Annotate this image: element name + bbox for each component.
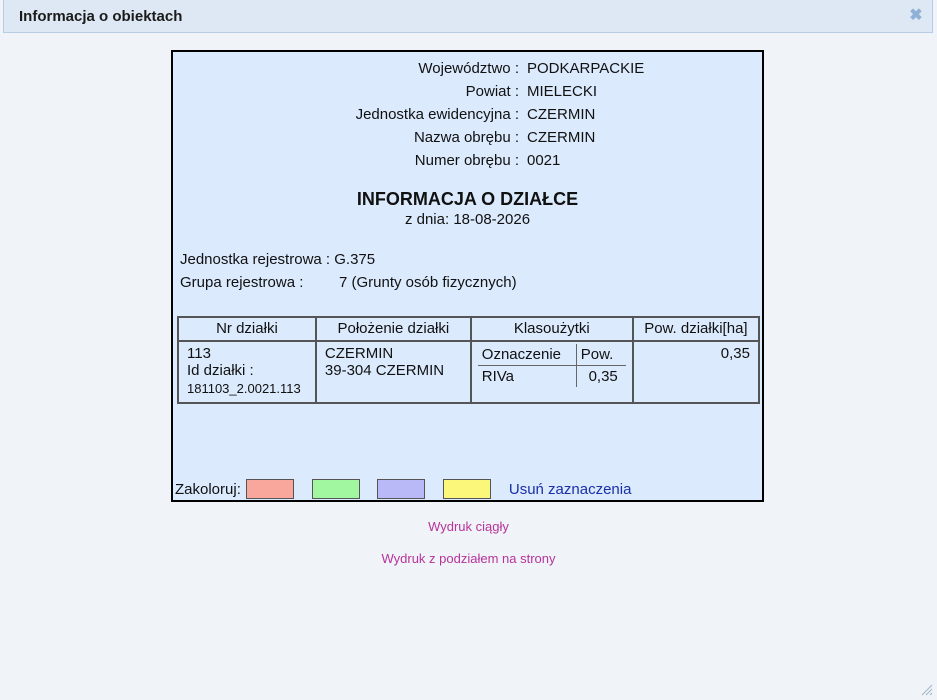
dialog-titlebar <box>3 0 933 33</box>
land-classes-header <box>478 344 626 366</box>
color-swatch-yellow[interactable] <box>443 479 491 499</box>
precinct-number-label: Numer obrębu : <box>414 152 519 169</box>
colorize-toolbar <box>175 478 631 500</box>
registry-group <box>180 274 517 291</box>
document-title: INFORMACJA O DZIAŁCE <box>356 189 579 209</box>
clear-selection-link[interactable]: Usuń zaznaczenia <box>508 480 632 498</box>
county-label: Powiat : <box>465 83 519 100</box>
location-row-unit <box>173 104 762 127</box>
column-header-plot-number: Nr działki <box>178 317 316 341</box>
location-row-county <box>173 81 762 104</box>
plot-table <box>177 316 760 404</box>
document-date: z dnia: 18-08-2026 <box>404 211 531 228</box>
print-paged-link[interactable]: Wydruk z podziałem na strony <box>381 551 556 566</box>
column-header-plot-location: Położenie działki <box>316 317 471 341</box>
plot-number: 113 <box>187 345 211 362</box>
registry-unit-label: Jednostka ewidencyjna : <box>355 106 519 123</box>
plot-id-value: 181103_2.0021.113 <box>187 381 301 396</box>
close-icon[interactable]: ✖ <box>909 7 923 24</box>
precinct-number-value: 0021 <box>527 152 561 169</box>
plot-area-cell: 0,35 <box>633 341 759 403</box>
color-swatch-red[interactable] <box>246 479 294 499</box>
resize-grip-icon[interactable] <box>919 682 933 696</box>
table-header-row <box>178 317 759 341</box>
plot-location-cell <box>316 341 471 403</box>
land-class-row <box>478 366 626 387</box>
print-paged-row <box>0 551 937 566</box>
location-row-voivodeship <box>173 58 762 81</box>
color-swatch-blue[interactable] <box>377 479 425 499</box>
registry-unit: Jednostka rejestrowa : G.375 <box>180 251 376 268</box>
location-row-precinct-number <box>173 150 762 173</box>
registry-group-label: Grupa rejestrowa : <box>180 274 304 291</box>
colorize-label: Zakoloruj: <box>175 480 241 498</box>
land-classes-cell <box>471 341 633 403</box>
plot-id-label: Id działki : <box>187 362 254 379</box>
voivodeship-value: PODKARPACKIE <box>527 60 645 77</box>
land-classes-table <box>478 344 626 387</box>
precinct-name-label: Nazwa obrębu : <box>413 129 519 146</box>
plot-number-cell <box>178 341 316 403</box>
column-header-land-classes: Klasoużytki <box>471 317 633 341</box>
voivodeship-label: Województwo : <box>418 60 519 77</box>
column-header-plot-area: Pow. działki[ha] <box>633 317 759 341</box>
registry-unit-value: CZERMIN <box>527 106 596 123</box>
dialog-title: Informacja o obiektach <box>19 8 183 25</box>
land-class-area-header: Pow. <box>576 344 626 365</box>
land-class-designation: RIVa <box>481 368 515 385</box>
land-class-designation-header: Oznaczenie <box>481 346 561 363</box>
registry-group-value: 7 (Grunty osób fizycznych) <box>339 274 517 291</box>
plot-location-line1: CZERMIN <box>324 345 394 362</box>
location-row-precinct-name <box>173 127 762 150</box>
color-swatch-green[interactable] <box>312 479 360 499</box>
plot-info-panel <box>171 50 764 502</box>
print-continuous-link[interactable]: Wydruk ciągły <box>428 519 509 534</box>
location-info <box>173 58 762 173</box>
precinct-name-value: CZERMIN <box>527 129 596 146</box>
plot-location-line2: 39-304 CZERMIN <box>324 362 445 379</box>
county-value: MIELECKI <box>527 83 598 100</box>
table-row <box>178 341 759 403</box>
land-class-area: 0,35 <box>576 366 626 387</box>
print-continuous-row <box>0 519 937 534</box>
